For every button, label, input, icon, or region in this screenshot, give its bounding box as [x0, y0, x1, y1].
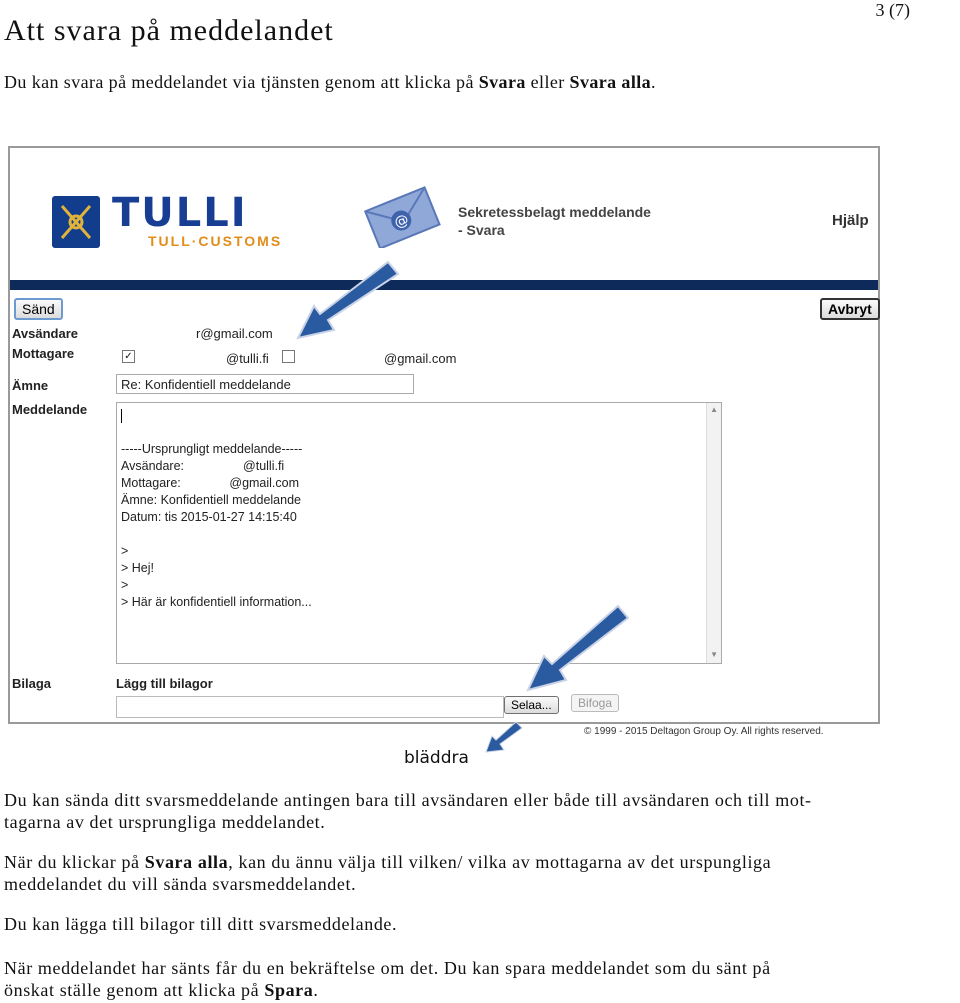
message-line: > Här är konfidentiell information... [121, 595, 312, 609]
attachment-path-input[interactable] [116, 696, 504, 718]
logo-subtext: TULL·CUSTOMS [148, 233, 283, 249]
text-caret [121, 409, 122, 423]
help-link[interactable]: Hjälp [832, 212, 869, 229]
recipient-2: @gmail.com [384, 351, 457, 366]
message-line [121, 526, 312, 543]
send-button[interactable]: Sänd [14, 298, 63, 320]
callout-arrow-icon [484, 720, 524, 754]
logo-text: TULLI [112, 190, 248, 236]
scrollbar[interactable] [706, 403, 721, 663]
subject-input[interactable]: Re: Konfidentiell meddelande [116, 374, 414, 394]
message-textarea[interactable] [116, 402, 722, 664]
intro-text: Du kan svara på meddelandet via tjänsten genom att klicka på Svara eller Svara alla. [4, 72, 656, 92]
paragraph-1: Du kan sända ditt svarsmeddelande antingen bara till avsändaren eller både till avsändaren och till mot- tagarna av det ursprungliga meddelandet. [4, 790, 812, 832]
header-title: Sekretessbelagt meddelande - Svara [458, 204, 651, 238]
recipient-checkbox-1[interactable]: ✓ [122, 350, 135, 363]
attach-button[interactable]: Bifoga [571, 694, 619, 712]
message-line: Ämne: Konfidentiell meddelande [121, 493, 301, 507]
add-attachments-label: Lägg till bilagor [116, 676, 213, 691]
customs-emblem-icon [52, 196, 100, 248]
browse-button[interactable]: Selaa... [504, 696, 559, 714]
cancel-button[interactable]: Avbryt [820, 298, 880, 320]
app-header [10, 148, 878, 276]
scroll-down-icon[interactable]: ▼ [710, 650, 718, 659]
message-label: Meddelande [12, 402, 88, 417]
paragraph-2: När du klickar på Svara alla, kan du ännu välja till vilken/ vilka av mottagarna av det urspungliga meddelandet du vill sända svarsmeddelandet. [4, 852, 772, 894]
page-number: 3 (7) [875, 0, 910, 20]
reply-screenshot [8, 146, 880, 724]
recipient-1: @tulli.fi [226, 351, 269, 366]
sender-label: Avsändare [12, 326, 78, 341]
subject-label: Ämne [12, 378, 49, 393]
scroll-up-icon[interactable]: ▲ [710, 405, 718, 414]
recipients-label: Mottagare [12, 346, 75, 361]
message-line: > [121, 578, 129, 592]
recipient-checkbox-2[interactable] [282, 350, 295, 363]
message-line: -----Ursprungligt meddelande----- [121, 442, 303, 456]
arrow-pointer-icon [520, 600, 630, 696]
message-line: Datum: tis 2015-01-27 14:15:40 [121, 510, 297, 524]
callout-label: bläddra [404, 748, 469, 768]
message-line: > [121, 544, 129, 558]
message-line: Mottagare: @gmail.com [121, 476, 300, 490]
message-line: > Hej! [121, 561, 155, 575]
arrow-pointer-icon [290, 254, 400, 344]
page-title: Att svara på meddelandet [4, 14, 334, 47]
sender-value: r@gmail.com [196, 326, 273, 341]
copyright: © 1999 - 2015 Deltagon Group Oy. All rights reserved. [584, 726, 824, 737]
header-bar [10, 280, 878, 290]
message-line: Avsändare: @tulli.fi [121, 459, 285, 473]
attachment-label: Bilaga [12, 676, 52, 691]
paragraph-3: Du kan lägga till bilagor till ditt svarsmeddelande. [4, 914, 398, 934]
paragraph-4: När meddelandet har sänts får du en bekräftelse om det. Du kan spara meddelandet som du sänt på önskat ställe genom att klicka på Spara. [4, 958, 771, 1000]
envelope-at-icon [362, 186, 442, 248]
svg-text:@: @ [392, 211, 412, 232]
message-body [121, 441, 312, 611]
